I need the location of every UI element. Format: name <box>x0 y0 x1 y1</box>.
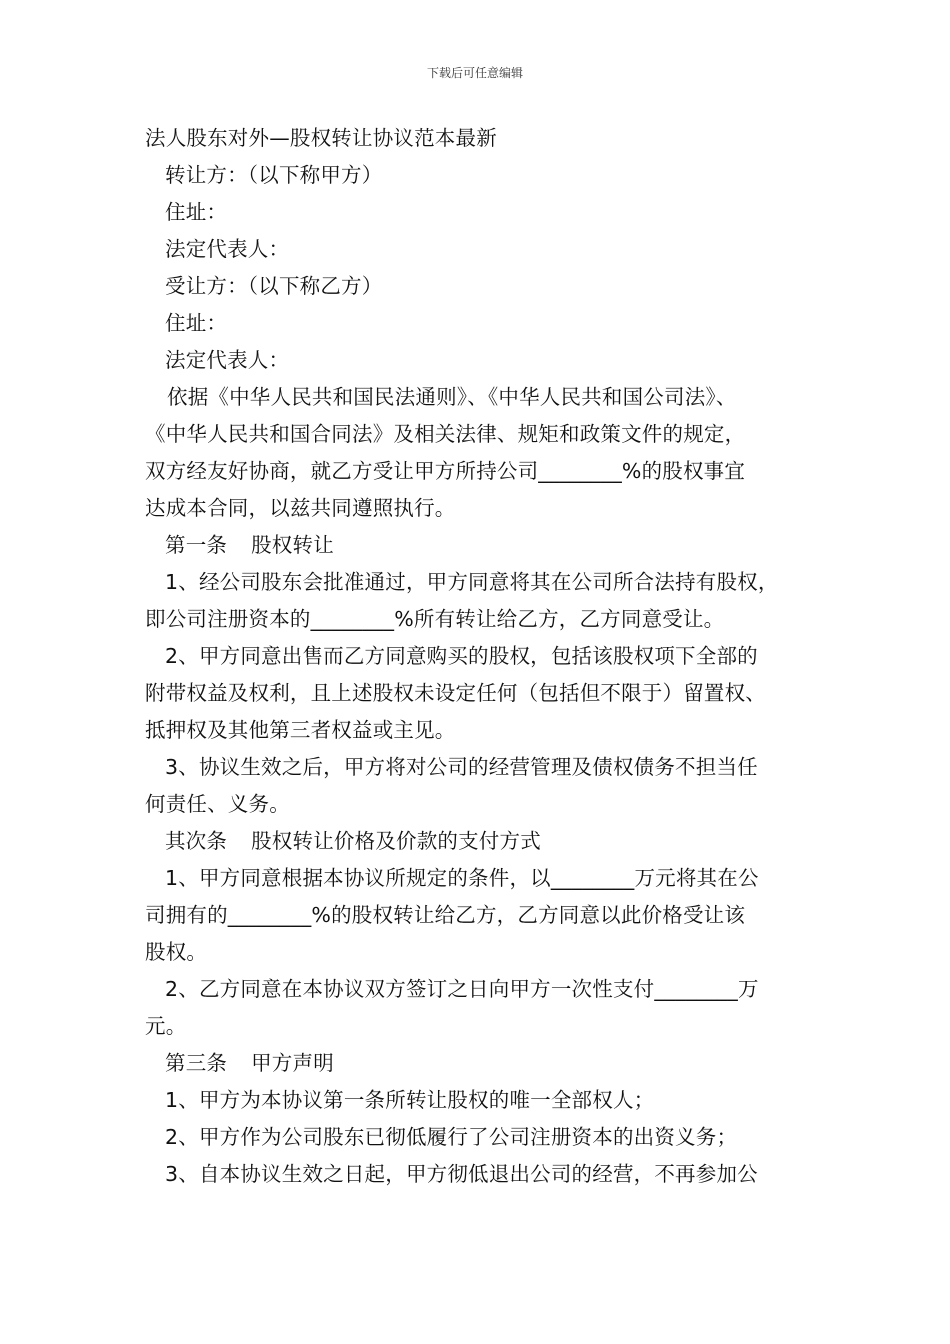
article-1-line: 何责任、义务。 <box>145 792 290 816</box>
article-2-line: 2、乙方同意在本协议双方签订之日向甲方一次性支付________万 <box>165 977 759 1001</box>
preamble-line: 《中华人民共和国合同法》及相关法律、规矩和政策文件的规定， <box>145 422 746 446</box>
preamble-line: 双方经友好协商，就乙方受让甲方所持公司________%的股权事宜 <box>145 459 746 483</box>
article-1-title: 股权转让 <box>251 533 334 557</box>
article-1-number: 第一条 <box>165 533 228 557</box>
article-3-line: 3、自本协议生效之日起，甲方彻低退出公司的经营，不再参加公 <box>165 1162 758 1186</box>
page-header-note: 下载后可任意编辑 <box>426 66 523 80</box>
party-a-label: 转让方：（以下称甲方） <box>165 163 383 187</box>
party-a-representative: 法定代表人： <box>165 237 290 261</box>
article-2-line: 司拥有的________%的股权转让给乙方，乙方同意以此价格受让该 <box>145 903 746 927</box>
article-1-line: 附带权益及权利，且上述股权未设定任何（包括但不限于）留置权、 <box>145 681 766 705</box>
article-3-heading <box>145 1045 835 1082</box>
article-3-title: 甲方声明 <box>251 1051 334 1075</box>
article-2-number: 其次条 <box>165 829 228 853</box>
party-a-address: 住址： <box>165 200 228 224</box>
preamble-line: 达成本合同，以兹共同遵照执行。 <box>145 496 456 520</box>
article-1-line: 2、甲方同意出售而乙方同意购买的股权，包括该股权项下全部的 <box>165 644 758 668</box>
article-1-line: 1、经公司股东会批准通过，甲方同意将其在公司所合法持有股权， <box>165 570 779 594</box>
party-b-representative: 法定代表人： <box>165 348 290 372</box>
article-2-line: 股权。 <box>145 940 208 964</box>
article-3-line: 2、甲方作为公司股东已彻低履行了公司注册资本的出资义务； <box>165 1125 738 1149</box>
article-2-heading <box>145 823 835 860</box>
article-2-line: 元。 <box>145 1014 187 1038</box>
article-3-line: 1、甲方为本协议第一条所转让股权的唯一全部权人； <box>165 1088 655 1112</box>
party-b-label: 受让方：（以下称乙方） <box>165 274 383 298</box>
party-b-address: 住址： <box>165 311 228 335</box>
article-1-line: 即公司注册资本的________%所有转让给乙方，乙方同意受让。 <box>145 607 725 631</box>
article-1-line: 3、协议生效之后，甲方将对公司的经营管理及债权债务不担当任 <box>165 755 758 779</box>
preamble-line: 依据《中华人民共和国民法通则》、《中华人民共和国公司法》、 <box>167 385 737 409</box>
article-2-line: 1、甲方同意根据本协议所规定的条件，以________万元将其在公 <box>165 866 759 890</box>
agreement-body <box>145 120 835 1193</box>
article-1-line: 抵押权及其他第三者权益或主见。 <box>145 718 456 742</box>
article-1-heading <box>145 527 835 564</box>
article-3-number: 第三条 <box>165 1051 228 1075</box>
document-title: 法人股东对外—股权转让协议范本最新 <box>145 126 497 150</box>
article-2-title: 股权转让价格及价款的支付方式 <box>251 829 541 853</box>
